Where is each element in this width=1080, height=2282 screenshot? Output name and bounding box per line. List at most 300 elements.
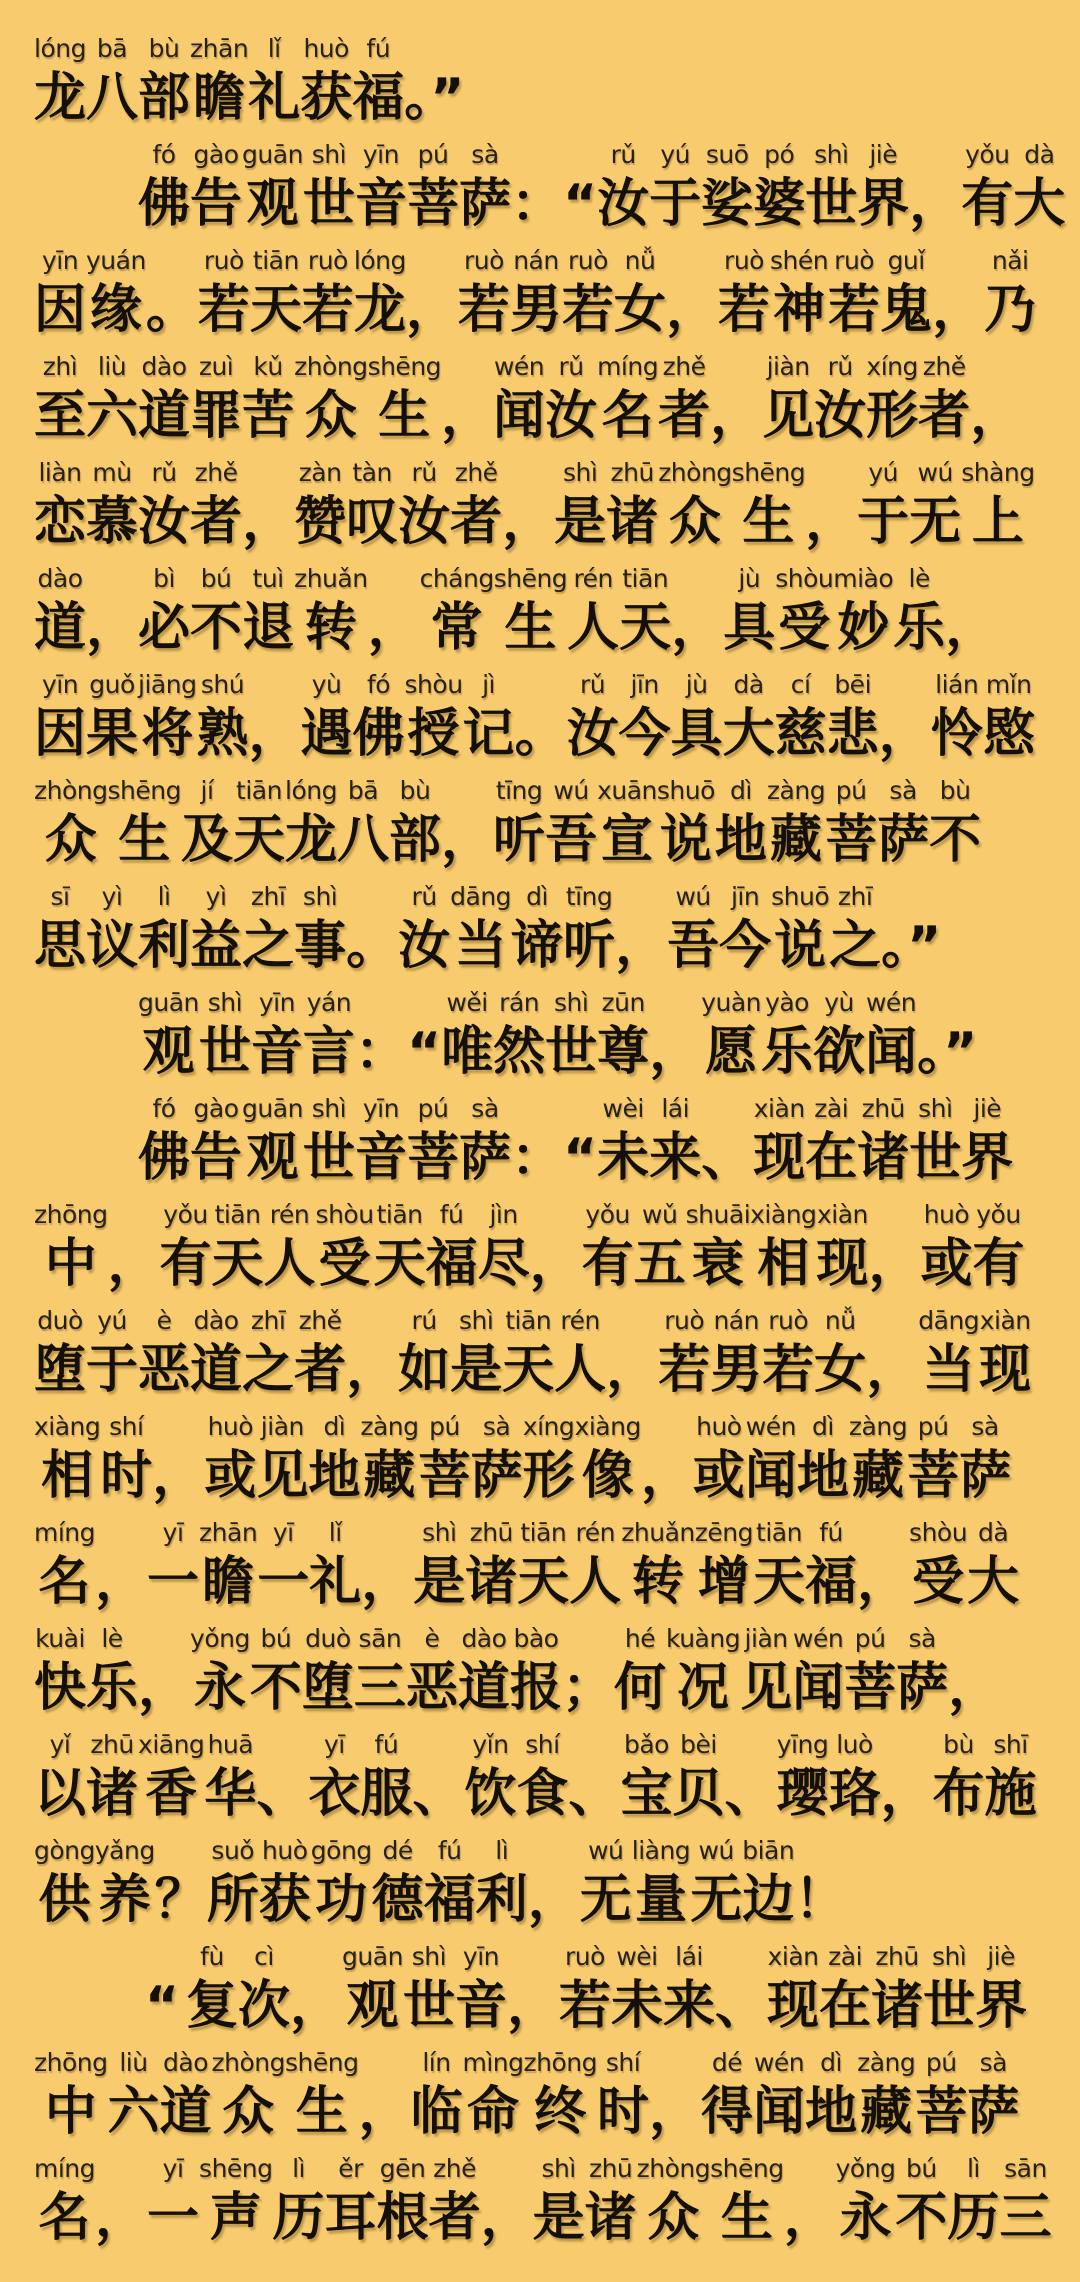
char-cell	[545, 774, 597, 873]
hanzi-char: 、	[412, 1764, 465, 1824]
hanzi-char: 闻	[865, 1022, 918, 1082]
char-cell	[918, 350, 970, 449]
pinyin-annotation: kuài	[35, 1624, 85, 1653]
hanzi-char: 。	[346, 916, 399, 976]
hanzi-char: 若	[828, 280, 881, 340]
pinyin-annotation: zàn	[298, 458, 342, 487]
hanzi-char: 福	[425, 1234, 478, 1294]
char-cell	[658, 1304, 710, 1403]
char-cell	[337, 774, 389, 873]
punct-cell	[361, 1516, 413, 1615]
pinyin-annotation: shēng	[199, 2154, 273, 2183]
hanzi-char: 尊	[597, 1022, 650, 1082]
hanzi-char: ，	[441, 386, 494, 446]
hanzi-char: ，	[361, 1552, 414, 1612]
pinyin-annotation: jìn	[489, 1200, 518, 1229]
pinyin-annotation: fù	[200, 1942, 224, 1971]
pinyin-annotation: bú	[200, 564, 232, 593]
pinyin-annotation: zhě	[454, 458, 498, 487]
hanzi-char: 界	[961, 1128, 1014, 1188]
punct-cell	[248, 668, 300, 767]
char-cell	[212, 2046, 285, 2145]
pinyin-annotation: yī	[272, 1518, 294, 1547]
hanzi-char: 妙	[837, 598, 890, 658]
pinyin-annotation: dà	[733, 670, 764, 699]
char-cell	[649, 1092, 701, 1191]
pinyin-annotation: kǔ	[253, 352, 283, 381]
pinyin-annotation: shì	[207, 988, 243, 1017]
hanzi-char: 菩	[844, 1658, 897, 1718]
hanzi-char: ，	[909, 174, 962, 234]
char-cell	[597, 350, 658, 449]
char-cell	[671, 668, 723, 767]
hanzi-char: 若	[561, 280, 614, 340]
pinyin-annotation: shí	[605, 2048, 641, 2077]
char-cell	[907, 1410, 959, 1509]
pinyin-annotation: ruò	[664, 1306, 705, 1335]
punct-cell	[502, 456, 554, 555]
hanzi-char: 观	[346, 1976, 399, 2036]
char-cell	[302, 244, 354, 343]
char-cell	[242, 1304, 294, 1403]
hanzi-char: 者	[450, 492, 503, 552]
char-cell	[238, 1940, 290, 2039]
pinyin-annotation: wèi	[602, 1094, 644, 1123]
hanzi-char: 有	[581, 1234, 634, 1294]
char-cell	[813, 986, 865, 1085]
hanzi-char: 现	[753, 1128, 806, 1188]
char-cell	[753, 2046, 805, 2145]
char-cell	[302, 1622, 354, 1721]
text-line	[34, 1198, 1052, 1297]
char-cell	[34, 2046, 107, 2145]
pinyin-annotation: yào	[765, 988, 809, 1017]
pinyin-annotation: shēng	[710, 2154, 784, 2183]
char-cell	[967, 2046, 1019, 2145]
pinyin-annotation: lì	[495, 1836, 509, 1865]
pinyin-annotation: tiān	[252, 246, 299, 275]
hanzi-char: 汝	[398, 492, 451, 552]
hanzi-char: 世	[909, 1128, 962, 1188]
text-line	[34, 244, 1052, 343]
pinyin-annotation: cí	[790, 670, 811, 699]
hanzi-char: ，	[367, 598, 420, 658]
pinyin-annotation: zhòng	[211, 2048, 285, 2077]
pinyin-annotation: jīn	[630, 670, 659, 699]
pinyin-annotation: lái	[661, 1094, 690, 1123]
pinyin-annotation: zhān	[199, 1518, 258, 1547]
hanzi-char: 尽	[477, 1234, 530, 1294]
pinyin-annotation: lì	[292, 2154, 305, 2183]
char-cell	[649, 138, 701, 237]
hanzi-char: 或	[204, 1446, 257, 1506]
hanzi-char: 上	[971, 492, 1024, 552]
hanzi-char: ：“	[354, 1022, 442, 1082]
hanzi-char: ？	[154, 1870, 207, 1930]
pinyin-annotation: bù	[939, 776, 971, 805]
char-cell	[554, 456, 606, 555]
char-cell	[389, 774, 441, 873]
char-cell	[753, 1516, 805, 1615]
punct-cell	[784, 2152, 836, 2251]
pinyin-annotation: zhě	[433, 2154, 476, 2183]
hanzi-char: 萨	[959, 1446, 1012, 1506]
hanzi-char: 音	[354, 1128, 407, 1188]
hanzi-char: 福	[352, 68, 405, 128]
char-cell	[767, 774, 825, 873]
pinyin-annotation: rǔ	[610, 140, 636, 169]
hanzi-char: 龙	[353, 280, 406, 340]
char-cell	[857, 456, 909, 555]
hanzi-char: 愿	[705, 1022, 758, 1082]
pinyin-annotation: sān	[358, 1624, 402, 1653]
char-cell	[597, 1092, 649, 1191]
pinyin-annotation: zàng	[360, 1412, 419, 1441]
char-cell	[360, 1728, 412, 1827]
pinyin-annotation: bù	[148, 34, 180, 63]
char-cell	[829, 880, 881, 979]
char-cell	[256, 1410, 308, 1509]
hanzi-char: 佛	[138, 1128, 191, 1188]
hanzi-char: 藏	[769, 810, 822, 870]
char-cell	[719, 880, 771, 979]
hanzi-char: 养	[98, 1870, 151, 1930]
pinyin-annotation: yǒu	[163, 1200, 208, 1229]
char-cell	[405, 668, 463, 767]
hanzi-char: 者	[190, 492, 243, 552]
pinyin-annotation: lóng	[34, 34, 86, 63]
char-cell	[805, 1092, 857, 1191]
char-cell	[138, 1092, 190, 1191]
punct-cell	[256, 1728, 308, 1827]
pinyin-annotation: guǐ	[887, 246, 925, 275]
hanzi-char: 娑	[701, 174, 754, 234]
hanzi-char: 于	[86, 1340, 139, 1400]
char-cell	[233, 774, 285, 873]
char-cell	[100, 1410, 152, 1509]
char-cell	[34, 1622, 86, 1721]
hanzi-char: 瞻	[193, 68, 246, 128]
hanzi-char: 世	[302, 1128, 355, 1188]
hanzi-char: 萨	[458, 174, 511, 234]
char-cell	[753, 138, 805, 237]
pinyin-annotation: yī	[323, 1730, 345, 1759]
char-cell	[301, 668, 353, 767]
hanzi-char: ，	[970, 386, 1023, 446]
hanzi-char: 天	[232, 810, 285, 870]
char-cell	[294, 1304, 346, 1403]
pinyin-annotation: shì	[302, 882, 338, 911]
char-cell	[967, 1516, 1019, 1615]
pinyin-annotation: tàn	[352, 458, 392, 487]
hanzi-char: 三	[999, 2188, 1052, 2248]
char-cell	[459, 138, 511, 237]
pinyin-annotation: jí	[200, 776, 214, 805]
pinyin-annotation: lóng	[353, 246, 406, 275]
hanzi-char: 形	[866, 386, 919, 446]
hanzi-char: 萨	[896, 1658, 949, 1718]
char-cell	[606, 456, 658, 555]
char-cell	[828, 244, 880, 343]
punct-cell	[138, 1940, 186, 2039]
char-cell	[455, 1940, 507, 2039]
pinyin-annotation: shēng	[367, 352, 442, 381]
pinyin-annotation: tiān	[756, 1518, 802, 1547]
punct-cell	[970, 350, 1022, 449]
pinyin-annotation: bēi	[834, 670, 872, 699]
char-cell	[190, 880, 242, 979]
hanzi-char: 授	[407, 704, 460, 764]
hanzi-char: 、	[568, 1764, 621, 1824]
hanzi-char: ，	[138, 1658, 191, 1718]
char-cell	[923, 1940, 975, 2039]
hanzi-char: 像	[581, 1446, 634, 1506]
char-cell	[658, 456, 731, 555]
hanzi-char: 命	[467, 2082, 520, 2142]
hanzi-char: 遇	[300, 704, 353, 764]
punct-cell	[909, 138, 961, 237]
pinyin-annotation: pú	[417, 140, 449, 169]
pinyin-annotation: rén	[575, 1518, 616, 1547]
pinyin-annotation: lè	[908, 564, 930, 593]
hanzi-char: 历	[947, 2188, 1000, 2248]
pinyin-annotation: fó	[152, 140, 176, 169]
pinyin-annotation: shuō	[771, 882, 830, 911]
hanzi-char: ，	[932, 280, 985, 340]
hanzi-char: 六	[86, 386, 139, 446]
hanzi-char: 五	[633, 1234, 686, 1294]
text-line	[34, 1304, 1052, 1403]
pinyin-annotation: zhū	[861, 1094, 905, 1123]
hanzi-char: 婆	[753, 174, 806, 234]
hanzi-char: 次	[238, 1976, 291, 2036]
char-cell	[893, 562, 945, 661]
char-cell	[403, 1940, 455, 2039]
punct-cell	[917, 986, 977, 1085]
pinyin-annotation: yǒu	[976, 1200, 1021, 1229]
pinyin-annotation: shòu	[909, 1518, 968, 1547]
pinyin-annotation: yú	[868, 458, 898, 487]
punct-cell	[355, 986, 441, 1085]
pinyin-annotation: sà	[971, 1412, 999, 1441]
hanzi-char: 具	[723, 598, 776, 658]
hanzi-char: 地	[796, 1446, 849, 1506]
hanzi-char: 不	[249, 1658, 302, 1718]
hanzi-char: 汝	[398, 916, 451, 976]
pinyin-annotation: duò	[305, 1624, 351, 1653]
hanzi-char: 地	[805, 2082, 858, 2142]
hanzi-char: ，	[880, 1764, 933, 1824]
hanzi-char: “	[144, 1976, 180, 2036]
pinyin-annotation: zhī	[837, 882, 873, 911]
pinyin-annotation: wén	[493, 352, 545, 381]
punct-cell	[932, 244, 984, 343]
char-cell	[710, 1304, 762, 1403]
punct-cell	[671, 562, 723, 661]
hanzi-char: 耳	[324, 2188, 377, 2248]
char-cell	[212, 1198, 264, 1297]
pinyin-annotation: tiān	[505, 1306, 552, 1335]
pinyin-annotation: tuì	[252, 564, 284, 593]
pinyin-annotation: ruò	[768, 1306, 809, 1335]
punct-cell	[879, 668, 931, 767]
char-cell	[857, 138, 909, 237]
hanzi-char: 之	[829, 916, 882, 976]
char-cell	[657, 774, 715, 873]
pinyin-annotation: sà	[471, 140, 499, 169]
hanzi-char: 今	[618, 704, 671, 764]
pinyin-annotation: zuì	[198, 352, 234, 381]
pinyin-annotation: bā	[96, 34, 128, 63]
char-cell	[294, 880, 346, 979]
char-cell	[979, 1304, 1031, 1403]
pinyin-annotation: bú	[260, 1624, 292, 1653]
pinyin-annotation: ruò	[568, 246, 608, 275]
char-cell	[742, 1834, 794, 1933]
hanzi-char: ，	[529, 1234, 582, 1294]
hanzi-char: 慕	[86, 492, 139, 552]
char-cell	[597, 774, 657, 873]
hanzi-char: 闻	[792, 1658, 845, 1718]
pinyin-annotation: ruò	[724, 246, 764, 275]
pinyin-annotation: tīng	[565, 882, 613, 911]
char-cell	[34, 668, 86, 767]
text-line	[34, 1728, 1052, 1827]
punct-cell	[404, 32, 464, 131]
hanzi-char: 萨	[458, 1128, 511, 1188]
pinyin-annotation: bì	[153, 564, 175, 593]
pinyin-annotation: lì	[157, 882, 171, 911]
hanzi-char: 鬼	[880, 280, 933, 340]
punct-cell	[138, 1622, 190, 1721]
pinyin-annotation: wèi	[616, 1942, 658, 1971]
pinyin-annotation: zàng	[766, 776, 826, 805]
char-cell	[190, 1092, 242, 1191]
hanzi-char: 道	[34, 598, 87, 658]
pinyin-annotation: wǔ	[642, 1200, 678, 1229]
hanzi-char: 闻	[744, 1446, 797, 1506]
punct-cell	[95, 2152, 147, 2251]
char-cell	[985, 1728, 1037, 1827]
pinyin-annotation: rǔ	[411, 882, 437, 911]
hanzi-char: 吾	[545, 810, 598, 870]
pinyin-annotation: kuàng	[665, 1624, 741, 1653]
text-line	[34, 2152, 1052, 2251]
hanzi-char: ，	[152, 1446, 205, 1506]
hanzi-char: 是	[413, 1552, 466, 1612]
char-cell	[346, 456, 398, 555]
hanzi-char: 若	[718, 280, 771, 340]
text-line	[34, 880, 1052, 979]
pinyin-annotation: bù	[399, 776, 431, 805]
pinyin-annotation: tiān	[376, 1200, 423, 1229]
hanzi-char: 音	[250, 1022, 303, 1082]
hanzi-char: 受	[912, 1552, 965, 1612]
char-cell	[909, 1516, 967, 1615]
char-cell	[303, 986, 355, 1085]
hanzi-char: 功	[315, 1870, 368, 1930]
pinyin-annotation: cì	[254, 1942, 274, 1971]
hanzi-char: 在	[819, 1976, 872, 2036]
pinyin-annotation: shí	[525, 1730, 560, 1759]
char-cell	[147, 2152, 199, 2251]
pinyin-annotation: dào	[141, 352, 187, 381]
pinyin-annotation: jiàn	[260, 1412, 304, 1441]
char-cell	[658, 350, 710, 449]
hanzi-char: 见	[740, 1658, 793, 1718]
hanzi-char: ，	[346, 1340, 399, 1400]
hanzi-char: 形	[522, 1446, 575, 1506]
char-cell	[829, 1728, 881, 1827]
char-cell	[880, 244, 932, 343]
hanzi-char: 之	[242, 916, 295, 976]
char-cell	[663, 1940, 715, 2039]
char-cell	[424, 1834, 476, 1933]
pinyin-annotation: shú	[200, 670, 245, 699]
text-line	[34, 1834, 1052, 1933]
hanzi-char: 生	[504, 598, 557, 658]
hanzi-char: 是	[450, 1340, 503, 1400]
hanzi-char: 熟	[196, 704, 249, 764]
pinyin-annotation: jù	[738, 564, 761, 593]
char-cell	[545, 986, 597, 1085]
hanzi-char: 现	[767, 1976, 820, 2036]
pinyin-annotation: gōng	[310, 1836, 372, 1865]
pinyin-annotation: pú	[917, 1412, 949, 1441]
hanzi-char: 告	[190, 1128, 243, 1188]
pinyin-annotation: zhī	[250, 1306, 286, 1335]
char-cell	[563, 880, 615, 979]
hanzi-char: 者	[658, 386, 711, 446]
char-cell	[181, 774, 233, 873]
hanzi-char: 说	[774, 916, 827, 976]
char-cell	[190, 562, 242, 661]
char-cell	[190, 350, 242, 449]
pinyin-annotation: shì	[814, 140, 849, 169]
hanzi-char: 听	[563, 916, 616, 976]
pinyin-annotation: huò	[303, 34, 349, 63]
pinyin-annotation: zhōng	[523, 2048, 597, 2077]
hanzi-char: 礼	[248, 68, 301, 128]
hanzi-char: 若	[558, 1976, 611, 2036]
char-cell	[476, 1834, 528, 1933]
pinyin-annotation: yīn	[362, 140, 399, 169]
char-cell	[160, 1198, 212, 1297]
char-cell	[567, 668, 619, 767]
char-cell	[961, 456, 1034, 555]
punct-cell	[866, 1304, 918, 1403]
pinyin-annotation: shēng	[107, 776, 181, 805]
pinyin-annotation: wén	[793, 1624, 844, 1653]
char-cell	[745, 1410, 797, 1509]
hanzi-char: 议	[86, 916, 139, 976]
pinyin-annotation: tiān	[236, 776, 282, 805]
pinyin-annotation: jīn	[730, 882, 760, 911]
punct-cell	[107, 1198, 159, 1297]
punct-cell	[641, 1410, 693, 1509]
pinyin-annotation: míng	[34, 2154, 96, 2183]
hanzi-char: 诸	[606, 492, 659, 552]
char-cell	[138, 1728, 204, 1827]
char-cell	[877, 774, 929, 873]
char-cell	[459, 1092, 511, 1191]
hanzi-char: 生	[295, 2082, 348, 2142]
hanzi-char: 见	[762, 386, 815, 446]
char-cell	[86, 350, 138, 449]
text-line	[34, 32, 1052, 131]
char-cell	[614, 1622, 666, 1721]
char-cell	[86, 456, 138, 555]
